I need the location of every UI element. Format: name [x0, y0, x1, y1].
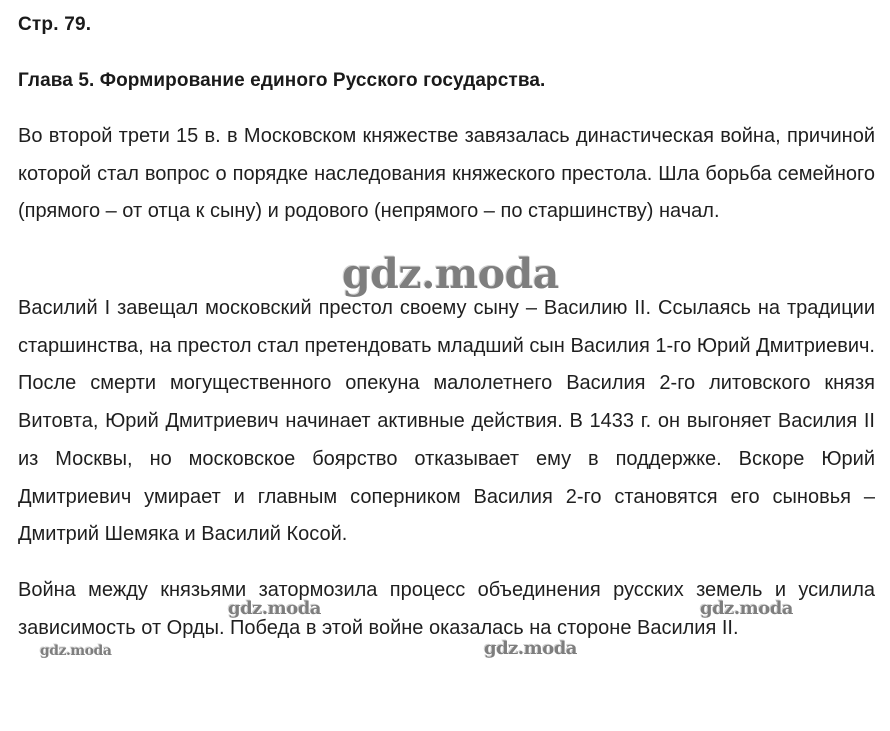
watermark-small: gdz.moda — [484, 638, 577, 659]
paragraph-2: Василий I завещал московский престол своему сыну – Василию II. Ссылаясь на традиции старшинства, на престол стал претендовать младший сын Василия 1-го Юрий Дмитриевич. После смерти могущественного опекуна малолетнего Василия 2-го литовского князя Витовта, Юрий Дмитриевич начинает активные действия. В 1433 г. он выгоняет Василия II из Москвы, но московское боярство отказывает ему в поддержке. Вскоре Юрий Дмитриевич умирает и главным соперником Василия 2-го становятся его сыновья – Дмитрий Шемяка и Василий Косой. — [18, 297, 875, 546]
chapter-title: Глава 5. Формирование единого Русского государства. — [18, 70, 546, 91]
watermark-large: gdz.moda — [342, 250, 559, 298]
watermark-small: gdz.moda — [228, 598, 321, 619]
watermark-tiny: gdz.moda — [40, 643, 112, 659]
watermark-small: gdz.moda — [700, 598, 793, 619]
paragraph-3: Война между князьями затормозила процесс объединения русских земель и усилила зависимость от Орды. Победа в этой войне оказалась на стороне Василия II. — [18, 579, 875, 639]
page-label: Стр. 79. — [18, 14, 92, 35]
paragraph-1: Во второй трети 15 в. в Московском княжестве завязалась династическая война, причиной которой стал вопрос о порядке наследования княжеского престола. Шла борьба семейного (прямого – от отца к сыну) и родового (непрямого – по старшинству) начал. — [18, 125, 875, 223]
